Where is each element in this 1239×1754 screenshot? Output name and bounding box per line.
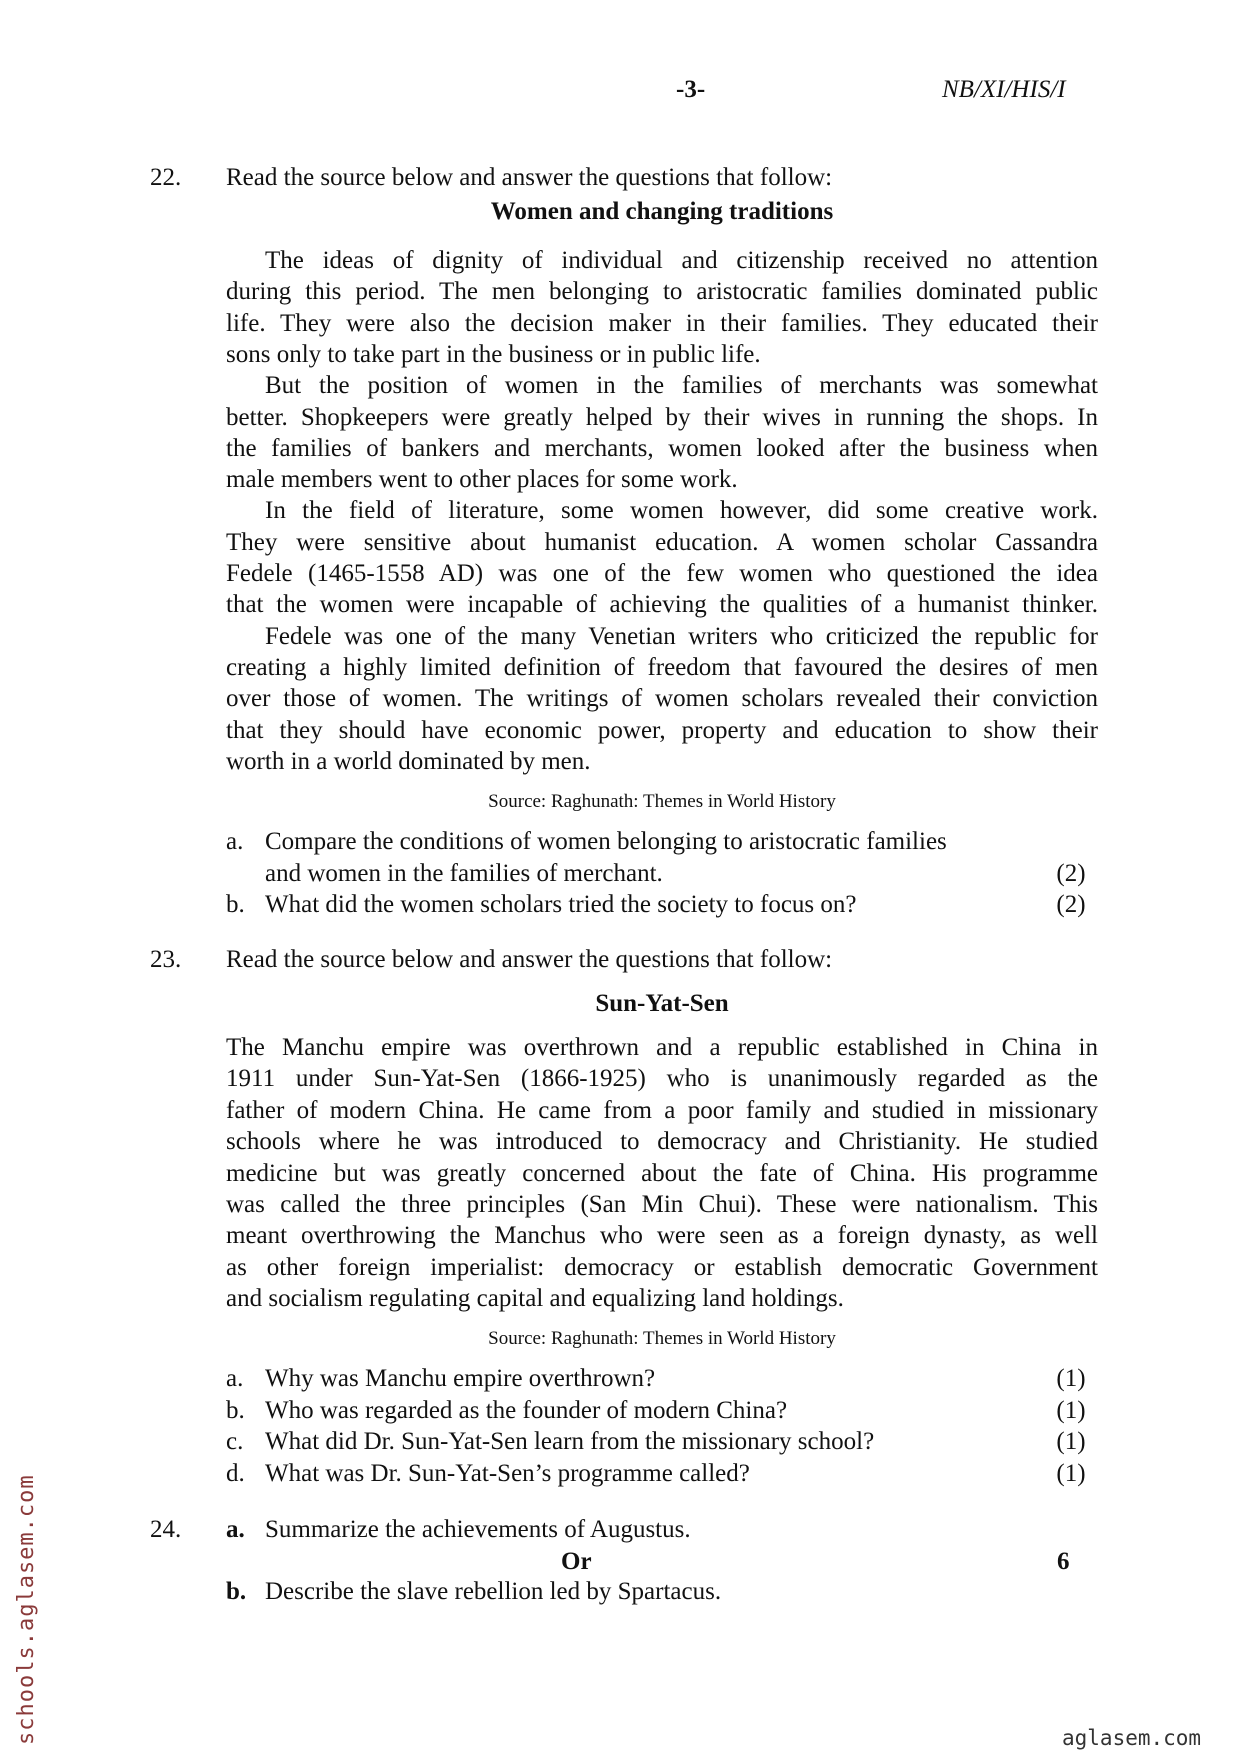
passage-line: as other foreign imperialist: democracy or establish democratic Government — [226, 1253, 1098, 1281]
marks: (1) — [1056, 1460, 1086, 1487]
passage-line: that they should have economic power, property and education to show their — [226, 716, 1098, 744]
passage-line: over those of women. The writings of women scholars revealed their conviction — [226, 685, 1098, 713]
marks: (1) — [1056, 1428, 1086, 1455]
passage-line: Fedele was one of the many Venetian writers who criticized the republic for — [265, 622, 1098, 650]
passage-line: father of modern China. He came from a poor family and studied in missionary — [226, 1096, 1098, 1124]
marks: 6 — [1057, 1548, 1070, 1575]
marks: (1) — [1056, 1365, 1086, 1392]
passage-line: schools where he was introduced to democracy and Christianity. He studied — [226, 1128, 1098, 1156]
passage-line: creating a highly limited definition of freedom that favoured the desires of men — [226, 653, 1098, 681]
passage-line: and socialism regulating capital and equalizing land holdings. — [226, 1285, 844, 1313]
passage-line: better. Shopkeepers were greatly helped by their wives in running the shops. In — [226, 403, 1098, 431]
question-number: 23. — [150, 946, 182, 973]
question-instruction: Read the source below and answer the questions that follow: — [226, 946, 833, 973]
subquestion-label: a. — [226, 828, 244, 855]
option-text: Summarize the achievements of Augustus. — [265, 1516, 691, 1543]
subquestion-label: d. — [226, 1460, 245, 1487]
marks: (2) — [1056, 860, 1086, 887]
passage-line: meant overthrowing the Manchus who were seen as a foreign dynasty, as well — [226, 1222, 1098, 1250]
subquestion-label: a. — [226, 1365, 244, 1392]
passage-line: life. They were also the decision maker in their families. They educated their — [226, 309, 1098, 337]
source-citation: Source: Raghunath: Themes in World History — [488, 1328, 836, 1349]
page-number: -3- — [676, 76, 706, 103]
passage-line: worth in a world dominated by men. — [226, 747, 591, 775]
subquestion-text: Compare the conditions of women belonging to aristocratic families — [265, 828, 947, 855]
or-separator: Or — [561, 1548, 592, 1575]
subquestion-text: What did the women scholars tried the society to focus on? — [265, 891, 857, 918]
marks: (2) — [1056, 891, 1086, 918]
subquestion-text: Who was regarded as the founder of modern China? — [265, 1397, 788, 1424]
subquestion-label: b. — [226, 891, 245, 918]
source-title: Sun-Yat-Sen — [595, 990, 729, 1017]
passage-line: the families of bankers and merchants, women looked after the business when — [226, 434, 1098, 462]
question-number: 22. — [150, 164, 182, 191]
passage-line: medicine but was greatly concerned about the fate of China. His programme — [226, 1159, 1098, 1187]
passage-line: was called the three principles (San Min Chui). These were nationalism. This — [226, 1191, 1098, 1218]
passage-line: sons only to take part in the business or in public life. — [226, 340, 761, 368]
option-label: a. — [226, 1516, 245, 1543]
question-number: 24. — [150, 1516, 182, 1543]
passage-line: Fedele (1465-1558 AD) was one of the few women who questioned the idea — [226, 560, 1098, 587]
option-label: b. — [226, 1578, 247, 1605]
marks: (1) — [1056, 1397, 1086, 1424]
question-instruction: Read the source below and answer the questions that follow: — [226, 164, 833, 191]
subquestion-label: b. — [226, 1397, 245, 1424]
watermark-vertical: schools.aglasem.com — [14, 1474, 39, 1745]
passage-line: male members went to other places for some work. — [226, 466, 738, 494]
passage-line: In the field of literature, some women however, did some creative work. — [265, 497, 1098, 525]
passage-line: that the women were incapable of achieving the qualities of a humanist thinker. — [226, 591, 1098, 619]
source-title: Women and changing traditions — [490, 198, 834, 225]
subquestion-text: What did Dr. Sun-Yat-Sen learn from the missionary school? — [265, 1428, 875, 1455]
passage-line: But the position of women in the families of merchants was somewhat — [265, 372, 1098, 400]
subquestion-text: Why was Manchu empire overthrown? — [265, 1365, 656, 1392]
subquestion-text: What was Dr. Sun-Yat-Sen’s programme called? — [265, 1460, 750, 1487]
subquestion-text: and women in the families of merchant. — [265, 860, 663, 887]
watermark-footer: aglasem.com — [1062, 1726, 1202, 1750]
passage-line: The Manchu empire was overthrown and a republic established in China in — [226, 1034, 1098, 1061]
passage-line: during this period. The men belonging to aristocratic families dominated public — [226, 278, 1098, 306]
passage-line: They were sensitive about humanist education. A women scholar Cassandra — [226, 528, 1098, 556]
paper-code: NB/XI/HIS/I — [942, 76, 1066, 103]
passage-line: The ideas of dignity of individual and citizenship received no attention — [265, 247, 1098, 274]
passage-line: 1911 under Sun-Yat-Sen (1866-1925) who is unanimously regarded as the — [226, 1065, 1098, 1093]
source-citation: Source: Raghunath: Themes in World History — [488, 791, 836, 812]
subquestion-label: c. — [226, 1428, 244, 1455]
option-text: Describe the slave rebellion led by Spartacus. — [265, 1578, 722, 1605]
